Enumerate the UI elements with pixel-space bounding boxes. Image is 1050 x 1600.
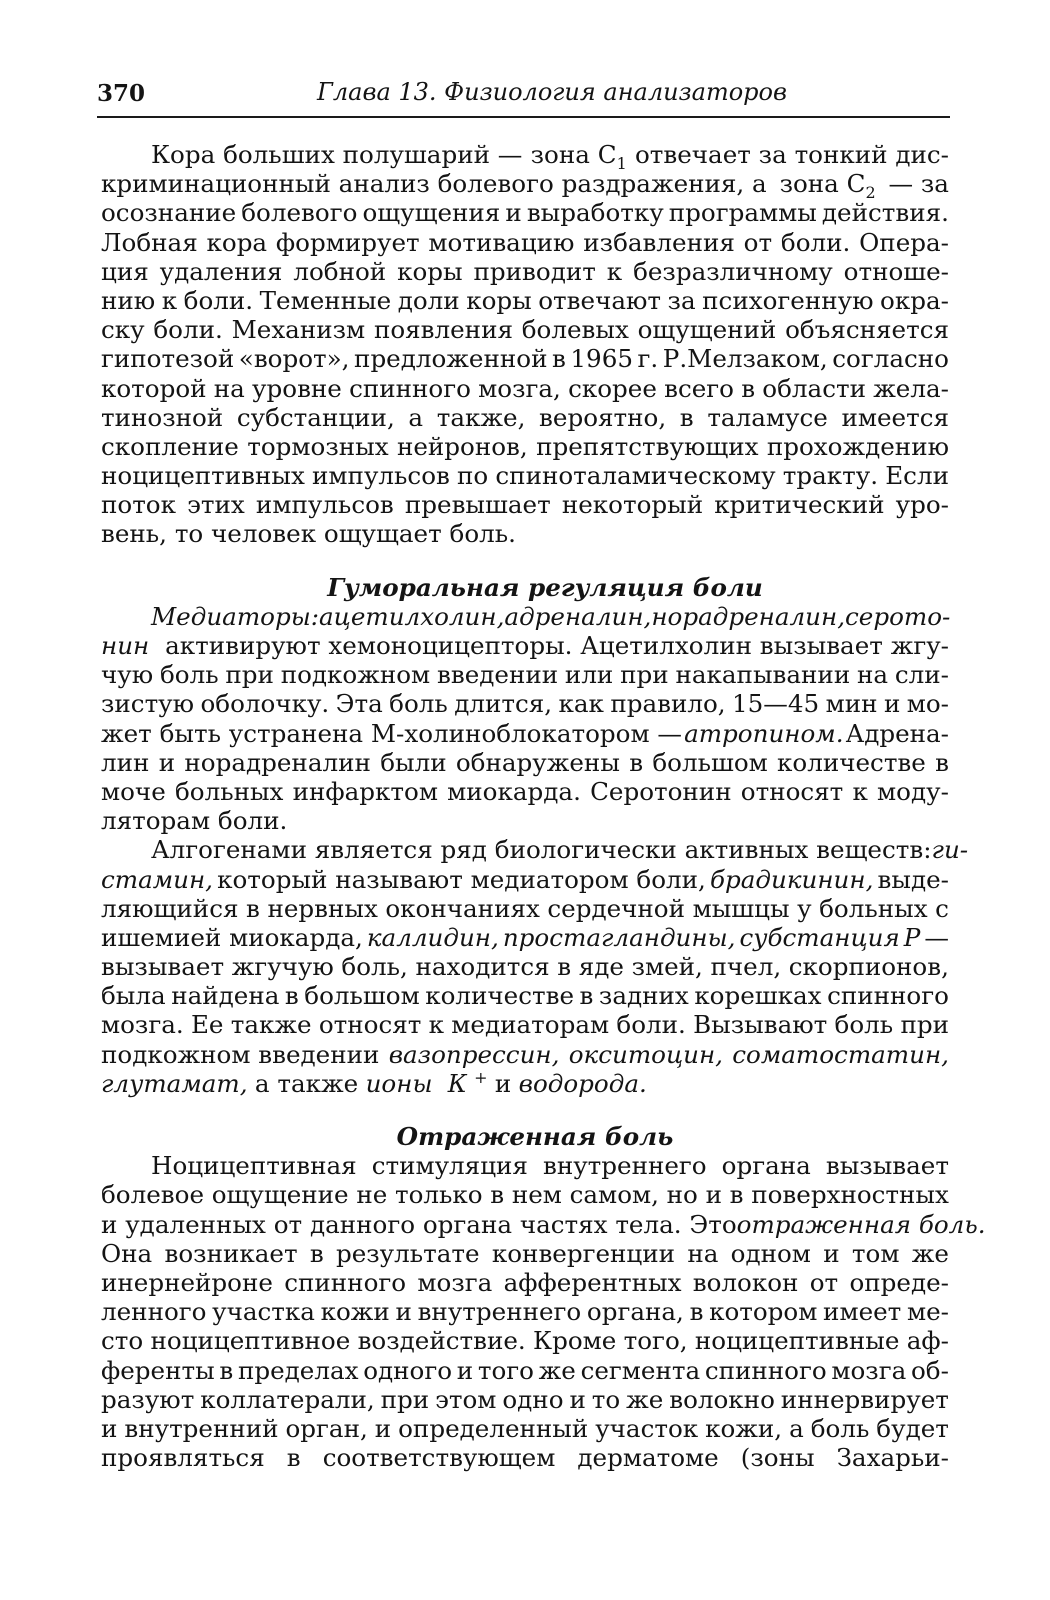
text-line xyxy=(101,1414,949,1443)
text-span: ференты в пределах одного и того же сегмента спинного мозга об- xyxy=(101,1355,949,1385)
running-title: Глава 13. Физиология анализаторов xyxy=(317,78,787,106)
term-p: Р xyxy=(903,922,921,952)
text-line xyxy=(101,432,949,461)
term-vasopressin: вазопрессин, xyxy=(388,1039,560,1069)
text-span: ноцицептивных импульсов по спиноталамическому тракту. Если xyxy=(101,461,949,491)
page-number: 370 xyxy=(97,80,146,107)
section-heading-humoral: Гуморальная регуляция боли xyxy=(327,572,763,602)
text-span: и внутренний орган, и определенный участок кожи, а боль будет xyxy=(101,1413,949,1443)
text-span: чую боль при подкожном введении или при накапывании на сли- xyxy=(101,660,949,690)
text-span: жет быть устранена М-холиноблокатором — xyxy=(101,718,683,748)
text-line xyxy=(101,1385,949,1414)
term-oxytocin: окситоцин, xyxy=(568,1039,723,1069)
text-span: поток этих импульсов превышает некоторый критический уро- xyxy=(101,490,949,520)
term-substance: субстанция xyxy=(739,922,900,952)
text-span: вызывает жгучую боль, находится в яде змей, пчел, скорпионов, xyxy=(101,952,949,982)
text-span: Алгогенами является ряд биологически активных веществ: xyxy=(151,835,932,865)
text-line xyxy=(101,228,949,257)
text-line xyxy=(101,719,949,748)
term-atropine: атропином. xyxy=(684,718,844,748)
text-span: проявляться в соответствующем дерматоме (зоны Захарьи- xyxy=(101,1443,949,1473)
text-span: разуют коллатерали, при этом одно и то же волокно иннервирует xyxy=(101,1384,949,1414)
text-span: была найдена в большом количестве в задних корешках спинного xyxy=(101,981,949,1011)
text-span: ляторам боли. xyxy=(101,806,288,836)
text-span: осознание болевого ощущения и выработку программы действия. xyxy=(101,198,949,228)
text-line xyxy=(101,490,949,519)
text-line xyxy=(101,315,949,344)
text-span: вень, то человек ощущает боль. xyxy=(101,519,516,549)
term-hydrogen: водорода. xyxy=(518,1068,647,1098)
term-zone-c1: зона $С_1$ xyxy=(530,140,627,173)
text-line xyxy=(101,835,969,865)
text-line xyxy=(101,660,949,689)
text-span: Кора больших полушарий — xyxy=(151,140,523,169)
text-line xyxy=(101,1069,949,1098)
text-line xyxy=(101,1040,949,1069)
text-span: которой на уровне спинного мозга, скорее всего в области жела- xyxy=(101,373,949,403)
text-span: инернейроне спинного мозга афферентных волокон от опреде- xyxy=(101,1267,949,1297)
text-line xyxy=(101,777,949,806)
term-bradykinin: брадикинин, xyxy=(709,864,874,894)
text-line xyxy=(101,1443,949,1472)
text-span: Лобная кора формирует мотивацию избавления от боли. Опера- xyxy=(101,227,949,257)
text-line xyxy=(101,461,949,490)
text-line xyxy=(101,403,949,432)
term-mediators: Медиаторы: xyxy=(151,601,320,631)
text-line xyxy=(101,1180,949,1209)
term-serotonin-end: нин xyxy=(101,631,150,660)
text-span: ску боли. Механизм появления болевых ощущений объясняется xyxy=(101,315,949,345)
text-line xyxy=(101,1297,949,1326)
text-line xyxy=(101,602,949,631)
text-line xyxy=(101,981,949,1010)
text-span: отвечает за тонкий дис- xyxy=(634,140,949,169)
text-span: а также xyxy=(254,1068,359,1098)
text-line xyxy=(101,748,949,777)
term-serotonin-part: серото- xyxy=(845,601,951,631)
text-span: и удаленных от данного органа частях тела. Это xyxy=(101,1209,737,1239)
term-somatostatin: соматостатин, xyxy=(732,1039,949,1069)
text-line xyxy=(101,1209,986,1239)
text-span: ляющийся в нервных окончаниях сердечной мышцы у больных с xyxy=(101,893,949,923)
text-line xyxy=(101,1268,949,1297)
text-line xyxy=(101,894,949,923)
text-line xyxy=(101,1356,949,1385)
term-histamine-end: стамин, xyxy=(101,864,214,894)
section-heading-referred: Отраженная боль xyxy=(396,1122,674,1151)
text-line xyxy=(101,286,949,315)
text-span: ция удаления лобной коры приводит к безразличному отноше- xyxy=(101,256,949,286)
text-span: лин и норадреналин были обнаружены в большом количестве в xyxy=(101,747,949,777)
text-span: подкожном введении xyxy=(101,1039,380,1069)
text-line xyxy=(101,169,949,203)
text-line xyxy=(101,257,949,286)
text-line xyxy=(101,1010,949,1039)
term-acetylcholine: ацетилхолин, xyxy=(319,601,505,631)
term-referred-pain: отраженная боль. xyxy=(736,1209,986,1239)
text-line xyxy=(101,952,949,981)
term-adrenaline: адреналин, xyxy=(504,601,652,631)
text-line xyxy=(101,1151,949,1180)
text-line xyxy=(101,140,949,173)
text-span: — xyxy=(924,922,949,952)
term-kallidin: каллидин, xyxy=(366,922,499,952)
text-line xyxy=(101,689,949,718)
text-span: скопление тормозных нейронов, препятствующих прохождению xyxy=(101,431,949,461)
text-span: ишемией миокарда, xyxy=(101,922,363,952)
text-span: болевое ощущение не только в нем самом, но и в поверхностных xyxy=(101,1180,949,1210)
text-line xyxy=(101,1326,949,1355)
term-histamine-part: ги- xyxy=(931,835,969,865)
text-line xyxy=(101,923,949,952)
text-line xyxy=(101,198,949,227)
text-line xyxy=(101,865,949,894)
text-span: активируют хемоноцицепторы. Ацетилхолин вызывает жгу- xyxy=(165,631,949,660)
text-span: зистую оболочку. Эта боль длится, как правило, 15—45 мин и мо- xyxy=(101,689,949,719)
text-span: нию к боли. Теменные доли коры отвечают за психогенную окра- xyxy=(101,285,949,315)
text-line xyxy=(101,631,949,660)
text-span: который называют медиатором боли, xyxy=(217,864,706,894)
term-prostaglandins: простагландины, xyxy=(502,922,736,952)
text-span: Она возникает в результате конвергенции на одном и том же xyxy=(101,1238,949,1268)
page-header xyxy=(97,72,950,118)
text-span: гипотезой «ворот», предложенной в 1965 г. Р.Мелзаком, согласно xyxy=(101,344,949,374)
text-span: Адрена- xyxy=(845,718,949,748)
text-line xyxy=(101,806,949,835)
text-line xyxy=(101,344,949,373)
text-span: выде- xyxy=(877,864,949,894)
page-body xyxy=(101,140,986,1473)
term-glutamate: глутамат, xyxy=(101,1068,248,1098)
term-zone-c2: зона $С_2$ xyxy=(779,169,876,203)
text-span: моче больных инфарктом миокарда. Серотонин относят к моду- xyxy=(101,776,949,806)
text-span: ленного участка кожи и внутреннего органа, в котором имеет ме- xyxy=(101,1297,949,1327)
text-span: тинозной субстанции, а также, вероятно, в таламусе имеется xyxy=(101,402,949,432)
text-span: — за xyxy=(888,169,949,199)
term-ions-k: ионы К + xyxy=(365,1067,488,1098)
text-span: и xyxy=(494,1068,512,1098)
text-span: мозга. Ее также относят к медиаторам боли. Вызывают боль при xyxy=(101,1010,949,1040)
text-line xyxy=(101,519,949,548)
term-noradrenaline: норадреналин, xyxy=(651,601,846,631)
text-span: криминационный анализ болевого раздражения, а xyxy=(101,169,767,199)
text-line xyxy=(101,1239,949,1268)
text-span: сто ноцицептивное воздействие. Кроме того, ноцицептивные аф- xyxy=(101,1326,949,1356)
text-span: Ноцицептивная стимуляция внутреннего органа вызывает xyxy=(151,1151,949,1181)
text-line xyxy=(101,374,949,403)
